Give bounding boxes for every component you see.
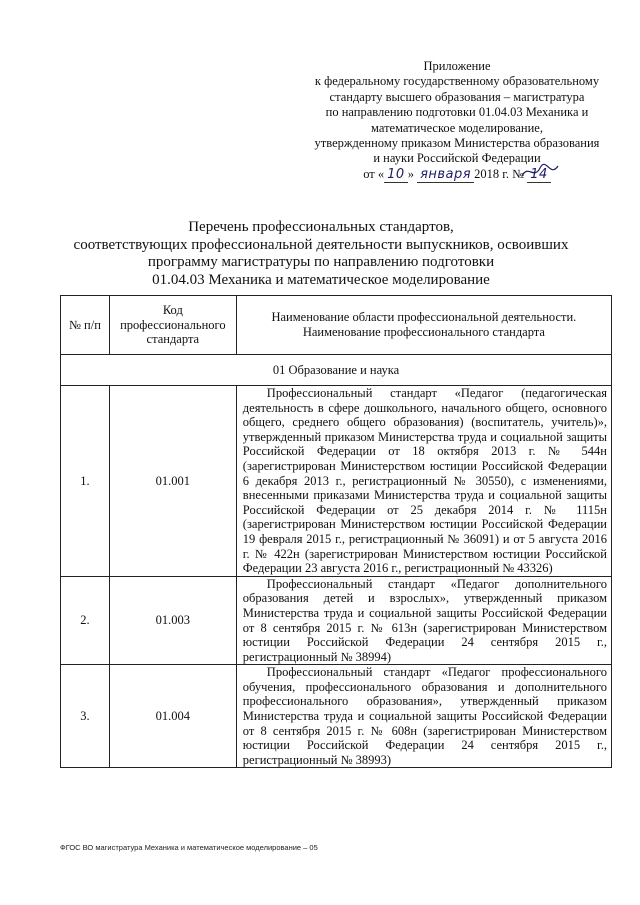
row-code: 01.001 <box>109 386 236 577</box>
appendix-line: и науки Российской Федерации <box>373 151 541 166</box>
row-num: 1. <box>61 386 110 577</box>
row-description-cell <box>236 576 611 665</box>
heading-line: Перечень профессиональных стандартов, <box>188 219 454 235</box>
table-header-row <box>61 296 612 355</box>
order-date-line <box>296 167 618 182</box>
row-num: 2. <box>61 576 110 665</box>
row-code: 01.003 <box>109 576 236 665</box>
appendix-line: Приложение <box>423 59 491 73</box>
row-description-cell <box>236 386 611 577</box>
signature-scribble-icon <box>520 160 560 182</box>
header-name: Наименование области профессиональной деятельности. Наименование профессионального стандарта <box>236 296 611 355</box>
appendix-line: стандарту высшего образования – магистратура <box>329 89 585 104</box>
page-footer: ФГОС ВО магистратура Механика и математическое моделирование – 05 <box>60 843 318 852</box>
heading-line: 01.04.03 Механика и математическое моделирование <box>152 271 490 288</box>
date-prefix: от « <box>363 166 385 181</box>
appendix-line: утвержденному приказом Министерства образования <box>314 136 600 151</box>
document-heading <box>50 219 592 289</box>
order-number-handwritten: 14 <box>527 167 551 183</box>
row-description: Профессиональный стандарт «Педагог (педагогическая деятельность в сфере дошкольного, начального общего, основного общего, среднего общего образования) (воспитатель, учитель)», утвержденный приказом Министерства труда и социальной защиты Российской Федерации от 18 октября 2013 г. № 544н (зарегистрирован Министерством юстиции Российской Федерации 6 декабря 2013 г., регистрационный № 30550), с изменениями, внесенными приказами Министерства труда и социальной защиты Российской Федерации от 25 декабря 2014 г. № 1115н (зарегистрирован Министерством юстиции Российской Федерации 19 февраля 2015 г., регистрационный № 36091) и от 5 августа 2016 г. № 422н (зарегистрирован Министерством юстиции Российской Федерации 23 августа 2016 г., регистрационный № 43326) <box>242 386 607 576</box>
standards-table <box>60 295 612 768</box>
row-num: 3. <box>61 665 110 768</box>
section-title: 01 Образование и наука <box>61 355 612 386</box>
row-description: Профессиональный стандарт «Педагог профессионального обучения, профессионального образования и дополнительного профессионального образования», утвержденный приказом Министерства труда и социальной защиты Российской Федерации от 8 сентября 2015 г. № 608н (зарегистрирован Министерством юстиции Российской Федерации 24 сентября 2015 г., регистрационный № 38993) <box>242 665 607 767</box>
date-mid: » <box>407 166 414 181</box>
table-row <box>61 386 612 577</box>
date-day-handwritten: 10 <box>384 167 408 183</box>
appendix-line: по направлению подготовки 01.04.03 Механика и <box>325 105 589 120</box>
date-year: 2018 г. № <box>474 166 525 181</box>
heading-line: соответствующих профессиональной деятельности выпускников, освоивших <box>73 236 569 253</box>
header-code: Код профессионального стандарта <box>109 296 236 355</box>
table-row <box>61 665 612 768</box>
date-month-handwritten: января <box>417 167 474 183</box>
heading-line: программу магистратуры по направлению подготовки <box>147 254 495 270</box>
row-code: 01.004 <box>109 665 236 768</box>
table-row <box>61 576 612 665</box>
section-row <box>61 355 612 386</box>
appendix-line: математическое моделирование, <box>371 120 543 135</box>
row-description: Профессиональный стандарт «Педагог дополнительного образования детей и взрослых», утвержденный приказом Министерства труда и социальной защиты Российской Федерации от 8 сентября 2015 г. № 613н (зарегистрирован Министерством юстиции Российской Федерации 24 сентября 2015 г., регистрационный № 38994) <box>242 576 607 664</box>
appendix-line: к федеральному государственному образовательному <box>314 74 600 89</box>
row-description-cell <box>236 665 611 768</box>
appendix-block <box>296 59 618 182</box>
header-num: № п/п <box>61 296 110 355</box>
